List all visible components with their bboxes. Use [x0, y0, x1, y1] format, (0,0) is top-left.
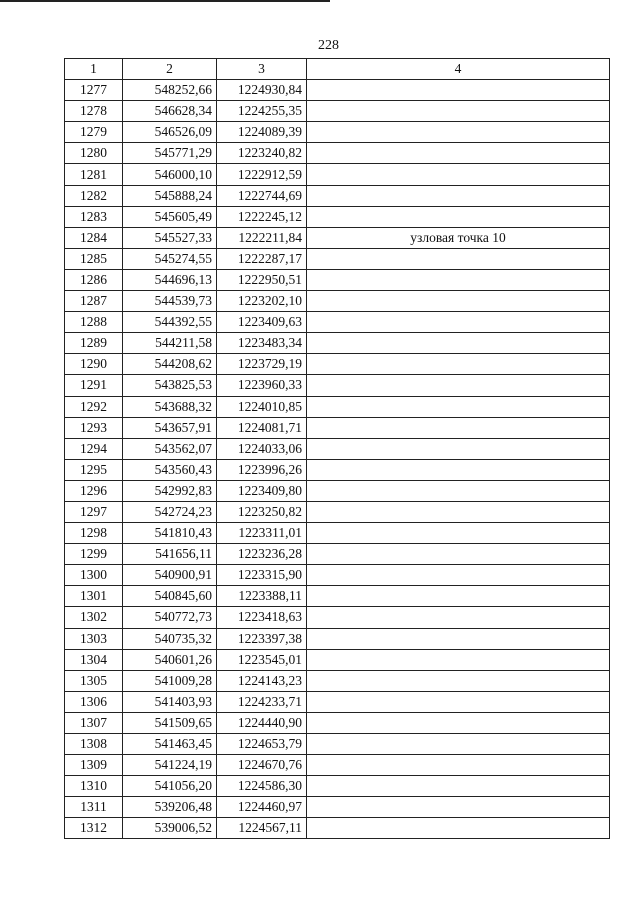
x-coordinate-cell: 543657,91 [123, 417, 217, 438]
table-row [65, 80, 610, 101]
table-row [65, 417, 610, 438]
y-coordinate-cell: 1224653,79 [217, 734, 307, 755]
point-number-cell: 1280 [65, 143, 123, 164]
point-number-cell: 1279 [65, 122, 123, 143]
x-coordinate-cell: 543825,53 [123, 375, 217, 396]
note-cell [307, 544, 610, 565]
note-cell [307, 354, 610, 375]
x-coordinate-cell: 543560,43 [123, 459, 217, 480]
point-number-cell: 1300 [65, 565, 123, 586]
note-cell [307, 375, 610, 396]
note-cell [307, 333, 610, 354]
point-number-cell: 1282 [65, 185, 123, 206]
table-row [65, 755, 610, 776]
x-coordinate-cell: 543562,07 [123, 438, 217, 459]
point-number-cell: 1298 [65, 523, 123, 544]
table-row [65, 544, 610, 565]
y-coordinate-cell: 1223409,80 [217, 480, 307, 501]
table-row [65, 523, 610, 544]
table-row [65, 797, 610, 818]
y-coordinate-cell: 1224460,97 [217, 797, 307, 818]
note-cell [307, 776, 610, 797]
table-row [65, 670, 610, 691]
note-cell [307, 755, 610, 776]
note-cell [307, 565, 610, 586]
x-coordinate-cell: 539206,48 [123, 797, 217, 818]
x-coordinate-cell: 540601,26 [123, 649, 217, 670]
x-coordinate-cell: 540772,73 [123, 607, 217, 628]
point-number-cell: 1312 [65, 818, 123, 839]
x-coordinate-cell: 545888,24 [123, 185, 217, 206]
table-row [65, 227, 610, 248]
y-coordinate-cell: 1223483,34 [217, 333, 307, 354]
point-number-cell: 1301 [65, 586, 123, 607]
point-number-cell: 1296 [65, 480, 123, 501]
point-number-cell: 1306 [65, 691, 123, 712]
y-coordinate-cell: 1223960,33 [217, 375, 307, 396]
x-coordinate-cell: 544208,62 [123, 354, 217, 375]
x-coordinate-cell: 541009,28 [123, 670, 217, 691]
table-row [65, 164, 610, 185]
point-number-cell: 1295 [65, 459, 123, 480]
note-cell: узловая точка 10 [307, 227, 610, 248]
y-coordinate-cell: 1222245,12 [217, 206, 307, 227]
x-coordinate-cell: 543688,32 [123, 396, 217, 417]
top-rule [0, 0, 330, 2]
table-row [65, 438, 610, 459]
x-coordinate-cell: 545605,49 [123, 206, 217, 227]
point-number-cell: 1290 [65, 354, 123, 375]
point-number-cell: 1277 [65, 80, 123, 101]
table-row [65, 649, 610, 670]
point-number-cell: 1302 [65, 607, 123, 628]
table-row [65, 586, 610, 607]
point-number-cell: 1286 [65, 269, 123, 290]
x-coordinate-cell: 545771,29 [123, 143, 217, 164]
y-coordinate-cell: 1222211,84 [217, 227, 307, 248]
table-row [65, 312, 610, 333]
x-coordinate-cell: 540900,91 [123, 565, 217, 586]
x-coordinate-cell: 541810,43 [123, 523, 217, 544]
note-cell [307, 417, 610, 438]
y-coordinate-cell: 1222950,51 [217, 269, 307, 290]
y-coordinate-cell: 1223388,11 [217, 586, 307, 607]
table-row [65, 501, 610, 522]
point-number-cell: 1278 [65, 101, 123, 122]
header-col-2: 2 [123, 59, 217, 80]
note-cell [307, 248, 610, 269]
x-coordinate-cell: 541056,20 [123, 776, 217, 797]
header-col-4: 4 [307, 59, 610, 80]
x-coordinate-cell: 544539,73 [123, 291, 217, 312]
point-number-cell: 1283 [65, 206, 123, 227]
x-coordinate-cell: 541403,93 [123, 691, 217, 712]
note-cell [307, 586, 610, 607]
x-coordinate-cell: 540735,32 [123, 628, 217, 649]
y-coordinate-cell: 1224586,30 [217, 776, 307, 797]
y-coordinate-cell: 1223240,82 [217, 143, 307, 164]
note-cell [307, 143, 610, 164]
y-coordinate-cell: 1224081,71 [217, 417, 307, 438]
table-row [65, 396, 610, 417]
note-cell [307, 164, 610, 185]
x-coordinate-cell: 541463,45 [123, 734, 217, 755]
y-coordinate-cell: 1223236,28 [217, 544, 307, 565]
table-row [65, 607, 610, 628]
y-coordinate-cell: 1223311,01 [217, 523, 307, 544]
table-row [65, 269, 610, 290]
y-coordinate-cell: 1224567,11 [217, 818, 307, 839]
note-cell [307, 312, 610, 333]
point-number-cell: 1287 [65, 291, 123, 312]
x-coordinate-cell: 544392,55 [123, 312, 217, 333]
y-coordinate-cell: 1224033,06 [217, 438, 307, 459]
note-cell [307, 101, 610, 122]
note-cell [307, 459, 610, 480]
y-coordinate-cell: 1224930,84 [217, 80, 307, 101]
table-row [65, 122, 610, 143]
y-coordinate-cell: 1223418,63 [217, 607, 307, 628]
note-cell [307, 80, 610, 101]
note-cell [307, 691, 610, 712]
y-coordinate-cell: 1223202,10 [217, 291, 307, 312]
table-row [65, 143, 610, 164]
point-number-cell: 1281 [65, 164, 123, 185]
note-cell [307, 712, 610, 733]
table-row [65, 776, 610, 797]
point-number-cell: 1311 [65, 797, 123, 818]
point-number-cell: 1297 [65, 501, 123, 522]
page-number: 228 [318, 38, 339, 53]
table-row [65, 101, 610, 122]
y-coordinate-cell: 1223397,38 [217, 628, 307, 649]
note-cell [307, 649, 610, 670]
y-coordinate-cell: 1223729,19 [217, 354, 307, 375]
note-cell [307, 269, 610, 290]
note-cell [307, 818, 610, 839]
note-cell [307, 607, 610, 628]
point-number-cell: 1288 [65, 312, 123, 333]
coordinates-table [64, 58, 610, 839]
point-number-cell: 1299 [65, 544, 123, 565]
x-coordinate-cell: 544696,13 [123, 269, 217, 290]
y-coordinate-cell: 1224089,39 [217, 122, 307, 143]
point-number-cell: 1309 [65, 755, 123, 776]
point-number-cell: 1305 [65, 670, 123, 691]
x-coordinate-cell: 544211,58 [123, 333, 217, 354]
note-cell [307, 396, 610, 417]
y-coordinate-cell: 1223545,01 [217, 649, 307, 670]
table-row [65, 459, 610, 480]
table-row [65, 354, 610, 375]
header-col-1: 1 [65, 59, 123, 80]
table-row [65, 375, 610, 396]
table-row [65, 185, 610, 206]
point-number-cell: 1310 [65, 776, 123, 797]
x-coordinate-cell: 546628,34 [123, 101, 217, 122]
table-row [65, 734, 610, 755]
point-number-cell: 1284 [65, 227, 123, 248]
table-row [65, 333, 610, 354]
note-cell [307, 670, 610, 691]
x-coordinate-cell: 540845,60 [123, 586, 217, 607]
y-coordinate-cell: 1222287,17 [217, 248, 307, 269]
point-number-cell: 1285 [65, 248, 123, 269]
y-coordinate-cell: 1223409,63 [217, 312, 307, 333]
x-coordinate-cell: 545274,55 [123, 248, 217, 269]
table-row [65, 248, 610, 269]
x-coordinate-cell: 542992,83 [123, 480, 217, 501]
y-coordinate-cell: 1224255,35 [217, 101, 307, 122]
point-number-cell: 1294 [65, 438, 123, 459]
point-number-cell: 1293 [65, 417, 123, 438]
table-row [65, 712, 610, 733]
table-row [65, 565, 610, 586]
x-coordinate-cell: 546000,10 [123, 164, 217, 185]
table-row [65, 691, 610, 712]
table-body [65, 80, 610, 839]
y-coordinate-cell: 1224010,85 [217, 396, 307, 417]
y-coordinate-cell: 1224670,76 [217, 755, 307, 776]
table-row [65, 291, 610, 312]
point-number-cell: 1308 [65, 734, 123, 755]
x-coordinate-cell: 541509,65 [123, 712, 217, 733]
y-coordinate-cell: 1224233,71 [217, 691, 307, 712]
point-number-cell: 1291 [65, 375, 123, 396]
y-coordinate-cell: 1222912,59 [217, 164, 307, 185]
table-row [65, 480, 610, 501]
x-coordinate-cell: 546526,09 [123, 122, 217, 143]
x-coordinate-cell: 541656,11 [123, 544, 217, 565]
point-number-cell: 1292 [65, 396, 123, 417]
x-coordinate-cell: 545527,33 [123, 227, 217, 248]
point-number-cell: 1304 [65, 649, 123, 670]
note-cell [307, 291, 610, 312]
point-number-cell: 1289 [65, 333, 123, 354]
y-coordinate-cell: 1222744,69 [217, 185, 307, 206]
x-coordinate-cell: 539006,52 [123, 818, 217, 839]
y-coordinate-cell: 1223315,90 [217, 565, 307, 586]
table-row [65, 206, 610, 227]
note-cell [307, 480, 610, 501]
point-number-cell: 1303 [65, 628, 123, 649]
note-cell [307, 122, 610, 143]
point-number-cell: 1307 [65, 712, 123, 733]
note-cell [307, 628, 610, 649]
x-coordinate-cell: 542724,23 [123, 501, 217, 522]
x-coordinate-cell: 541224,19 [123, 755, 217, 776]
note-cell [307, 438, 610, 459]
y-coordinate-cell: 1224143,23 [217, 670, 307, 691]
note-cell [307, 797, 610, 818]
note-cell [307, 206, 610, 227]
table-row [65, 818, 610, 839]
y-coordinate-cell: 1223996,26 [217, 459, 307, 480]
note-cell [307, 185, 610, 206]
header-col-3: 3 [217, 59, 307, 80]
y-coordinate-cell: 1223250,82 [217, 501, 307, 522]
note-cell [307, 734, 610, 755]
x-coordinate-cell: 548252,66 [123, 80, 217, 101]
table-row [65, 628, 610, 649]
note-cell [307, 501, 610, 522]
y-coordinate-cell: 1224440,90 [217, 712, 307, 733]
note-cell [307, 523, 610, 544]
table-header-row [65, 59, 610, 80]
